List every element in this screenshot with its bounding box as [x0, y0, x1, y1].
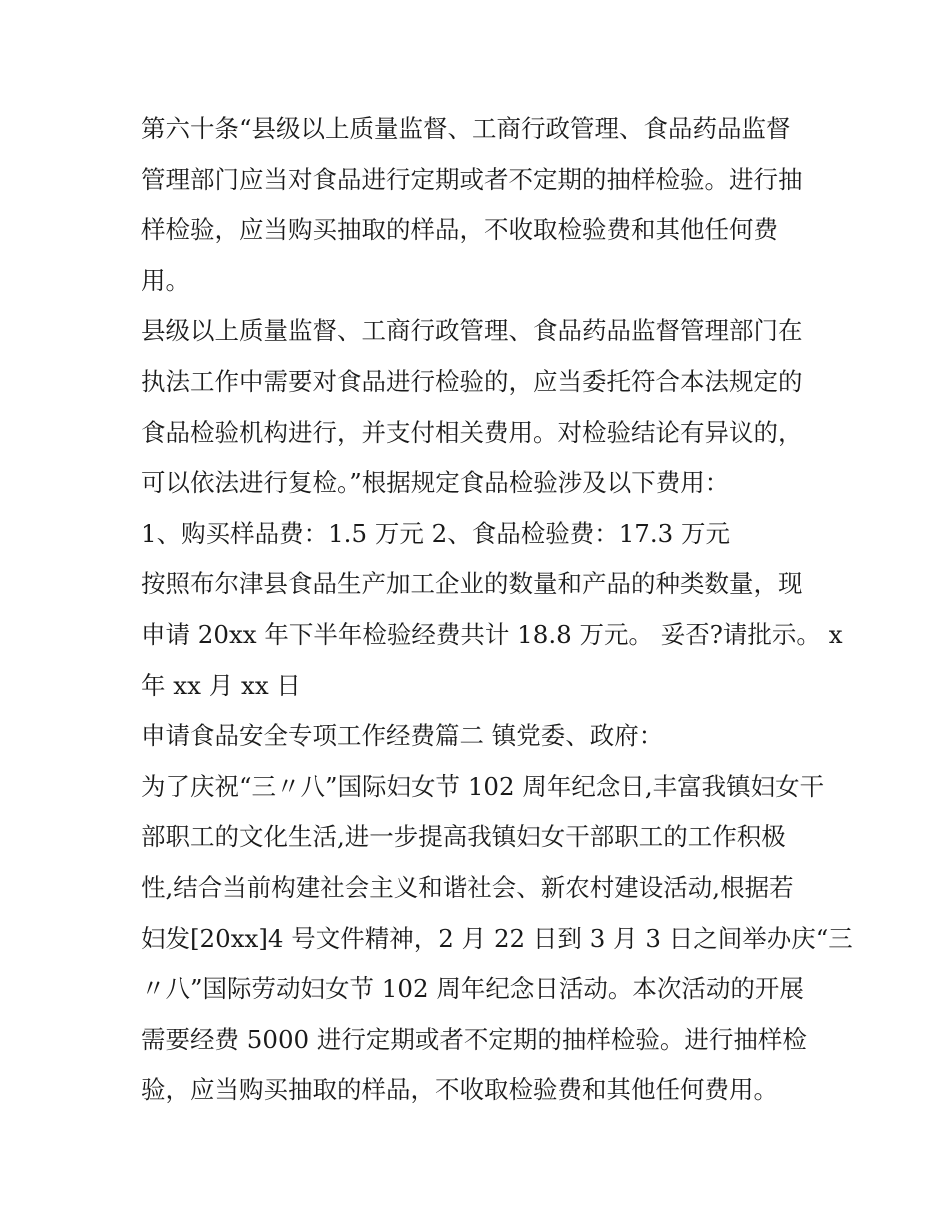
text-line: 需要经费 5000 进行定期或者不定期的抽样检验。进行抽样检 — [141, 1024, 807, 1054]
text-line: 1、购买样品费：1.5 万元 2、食品检验费：17.3 万元 — [141, 518, 731, 548]
text-line: 〃八”国际劳动妇女节 102 周年纪念日活动。本次活动的开展 — [141, 974, 804, 1004]
text-line: 管理部门应当对食品进行定期或者不定期的抽样检验。进行抽 — [141, 164, 803, 194]
text-line: 样检验，应当购买抽取的样品，不收取检验费和其他任何费 — [141, 215, 778, 245]
text-line: 为了庆祝“三〃八”国际妇女节 102 周年纪念日,丰富我镇妇女干 — [141, 771, 825, 801]
text-line: 验，应当购买抽取的样品，不收取检验费和其他任何费用。 — [141, 1075, 778, 1105]
text-line: 按照布尔津县食品生产加工企业的数量和产品的种类数量，现 — [141, 569, 803, 599]
text-line: 可以依法进行复检。”根据规定食品检验涉及以下费用： — [141, 468, 730, 498]
text-line: 第六十条“县级以上质量监督、工商行政管理、食品药品监督 — [141, 114, 791, 143]
document-body — [141, 104, 853, 1116]
text-line: 申请 20xx 年下半年检验经费共计 18.8 万元。 妥否?请批示。 x — [141, 619, 843, 649]
text-line: 食品检验机构进行，并支付相关费用。对检验结论有异议的， — [141, 417, 803, 447]
text-line: 年 xx 月 xx 日 — [141, 670, 301, 700]
text-line: 申请食品安全专项工作经费篇二 镇党委、政府： — [141, 721, 664, 751]
text-line: 用。 — [141, 265, 190, 295]
text-line: 执法工作中需要对食品进行检验的，应当委托符合本法规定的 — [141, 366, 803, 396]
text-line: 性,结合当前构建社会主义和谐社会、新农村建设活动,根据若 — [141, 872, 794, 902]
text-line: 县级以上质量监督、工商行政管理、食品药品监督管理部门在 — [141, 316, 803, 346]
text-line: 妇发[20xx]4 号文件精神，2 月 22 日到 3 月 3 日之间举办庆“三 — [141, 923, 853, 953]
text-line: 部职工的文化生活,进一步提高我镇妇女干部职工的工作积极 — [141, 822, 786, 852]
